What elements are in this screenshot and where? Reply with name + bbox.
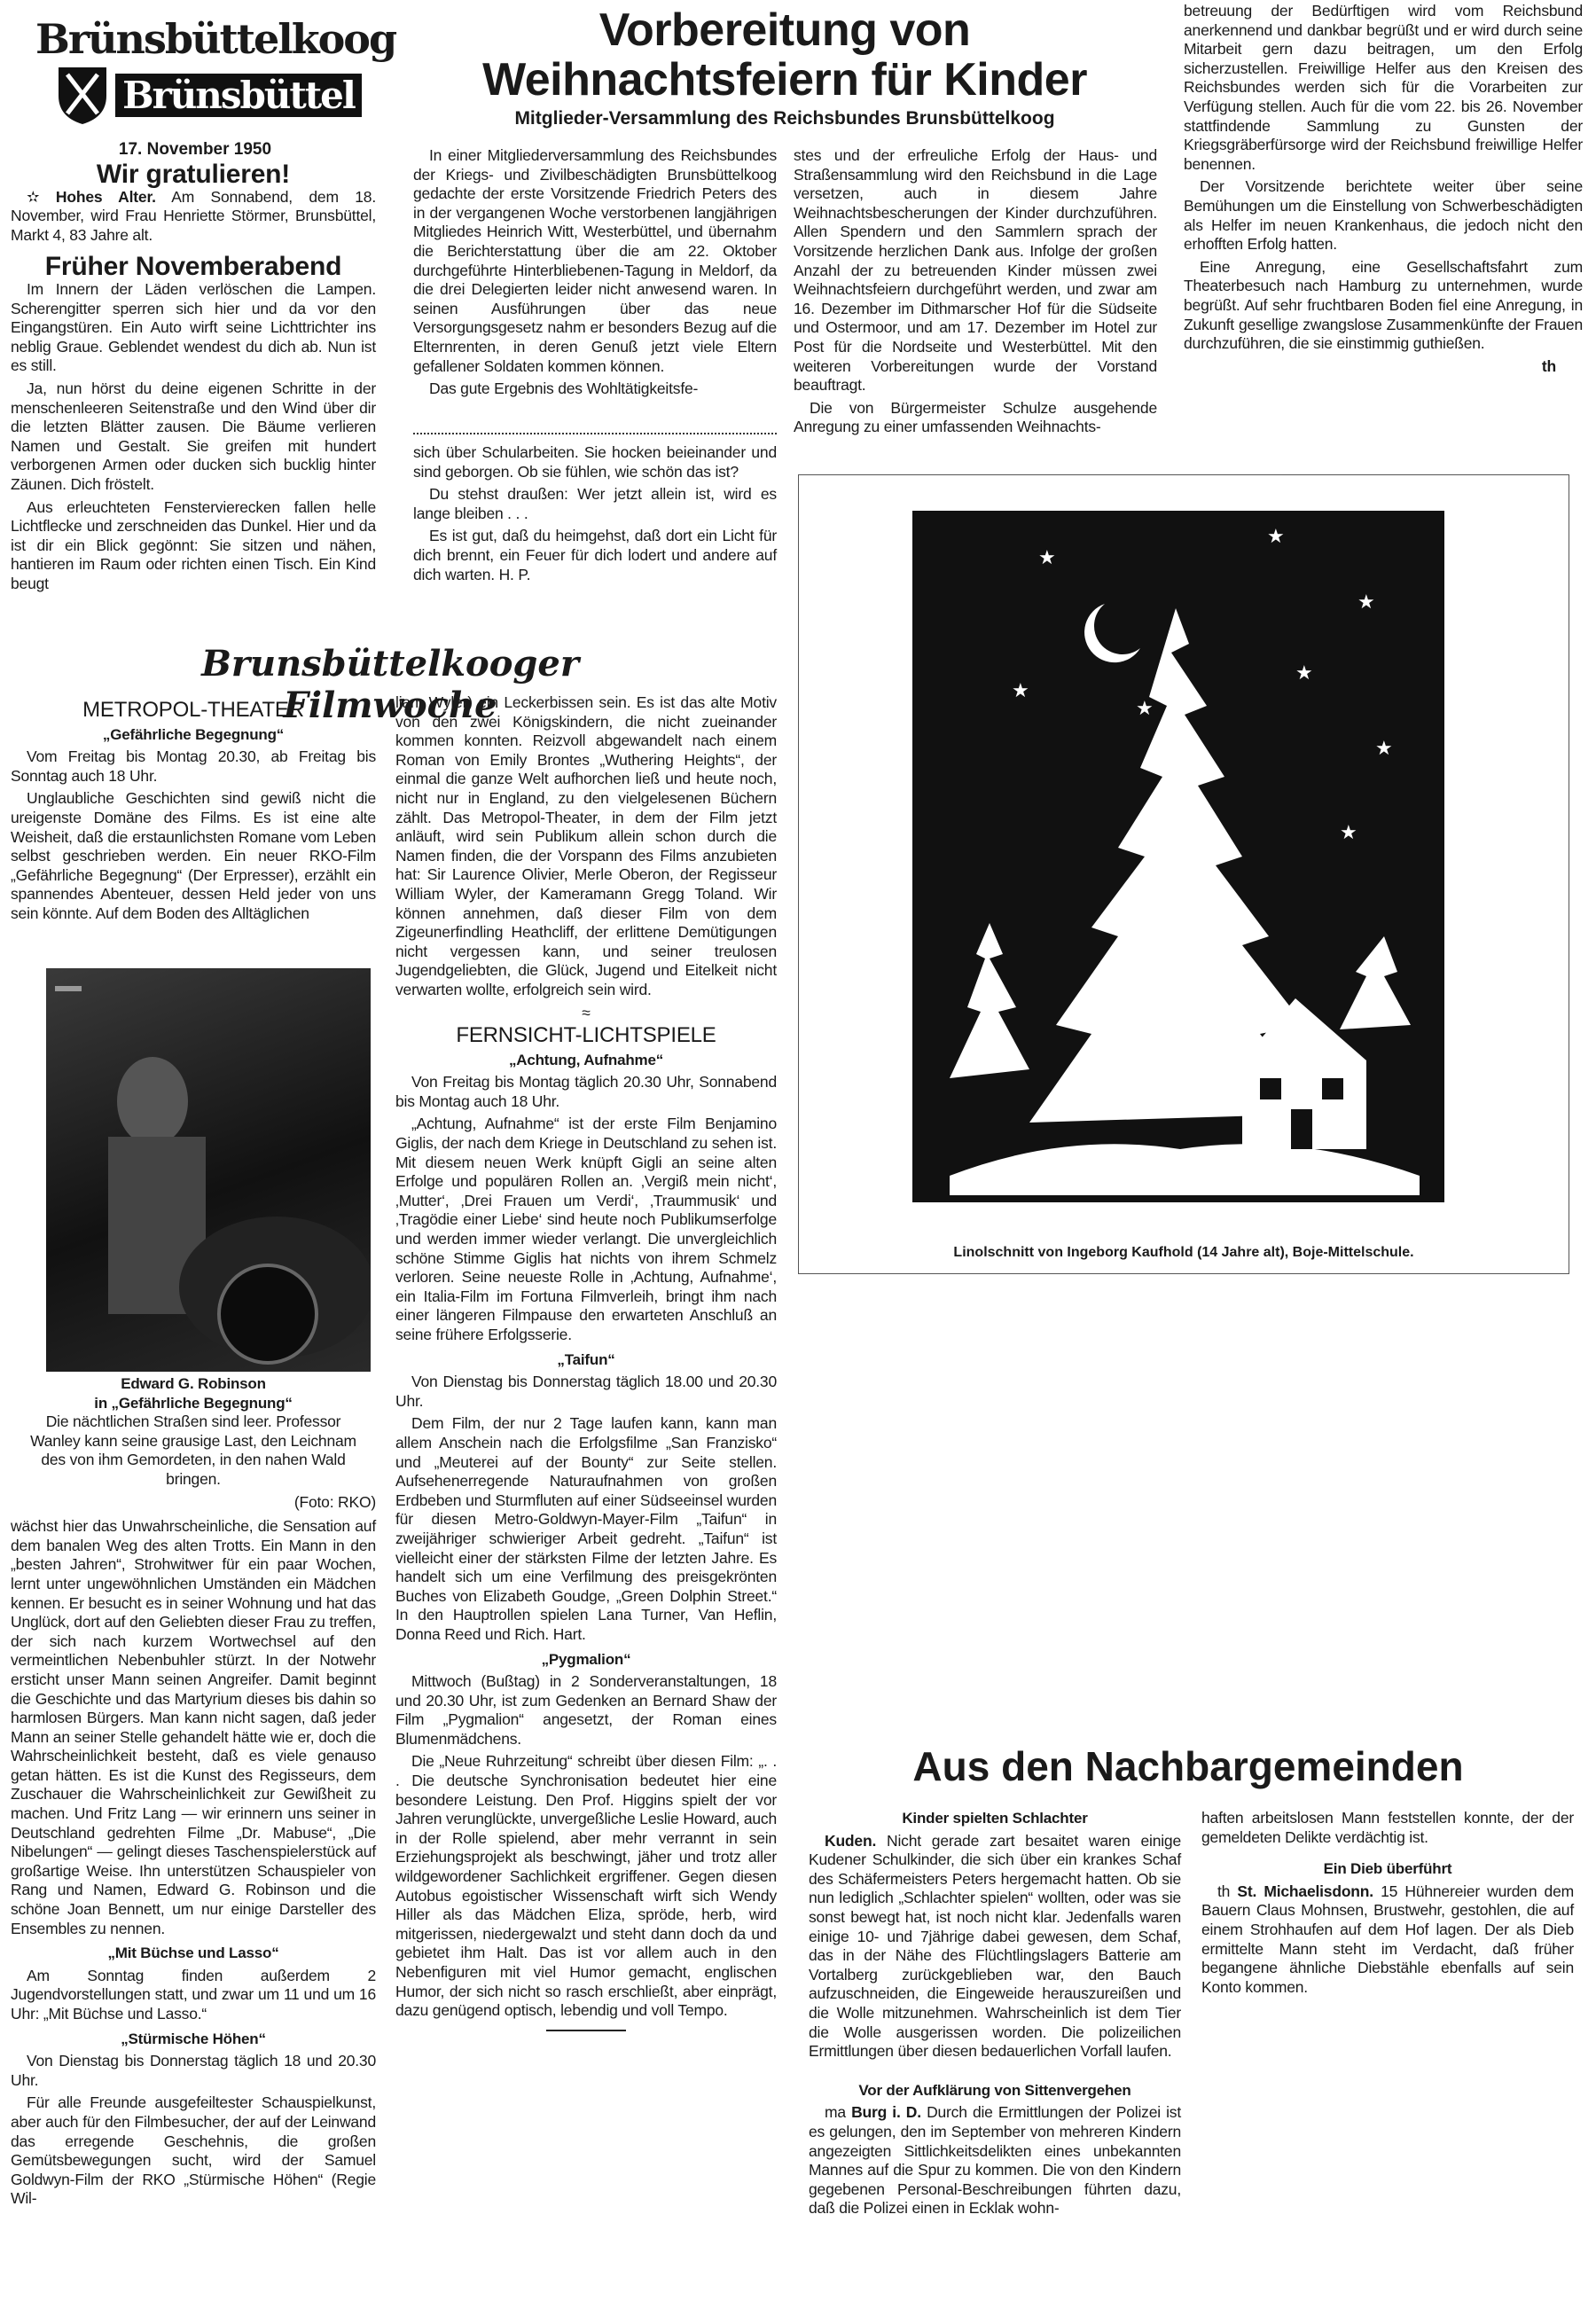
november-heading: Früher Novemberabend (44, 252, 342, 282)
svg-text:★: ★ (1340, 822, 1357, 844)
story-lead: St. Michaelisdonn. (1237, 1882, 1373, 1900)
gratulation-heading: Wir gratulieren! (96, 160, 291, 189)
story-heading: Ein Dieb überführt (1323, 1860, 1452, 1878)
masthead-line2: Brünsbüttel (115, 74, 362, 117)
paragraph: Mittwoch (Bußtag) in 2 Sonderveranstaltungen, 18 und 20.30 Uhr, ist zum Gedenken an Bernard Shaw der Film „Pygmalion“ angesetzt, der Roman eines Blumenmädchens. (395, 1672, 777, 1748)
svg-text:★: ★ (1136, 698, 1154, 720)
author-signature: th (1541, 356, 1556, 375)
story-heading: Vor der Aufklärung von Sittenvergehen (858, 2081, 1131, 2099)
weihnacht-col2 (794, 146, 1157, 441)
story-text: haften arbeitslosen Mann feststellen konnte, der der gemeldeten Delikte verdächtig ist. (1201, 1809, 1574, 1846)
masthead-logo (35, 15, 396, 131)
headline-line2: Weihnachtsfeiern für Kinder (482, 54, 1087, 106)
paragraph: „Achtung, Aufnahme“ ist der erste Film Benjamino Giglis, der nach dem Kriege in Deutschland zu sehen ist. Mit diesem neuen Werk knüpft Gigli an seine alten Erfolge und populären Rollen an. ‚Vergiß mein nicht‘, ‚Mutter‘, ‚Drei Frauen um Verdi‘, ‚Traummusik‘ und ‚Tragödie einer Liebe‘ sind heute noch Publikumserfolge und werden immer wieder verlangt. Die unvergleichlich schöne Stimme Giglis hat nichts von ihrem Schmelz verloren. Seine neueste Rolle in ‚Achtung, Aufnahme‘, ein Italia-Film im Fortuna Filmverleih, bringt ihm nach einer längeren Filmpause den erwarteten Anschluß an seine frühere Erfolgsserie. (395, 1115, 777, 1343)
gratulation-text (11, 188, 376, 246)
story-body: Durch die Ermittlungen der Polizei ist es gelungen, den im September von mehreren Kindern angezeigten Sittlichkeitsdelikten eines unbekannten Mannes auf die Spur zu kommen. Die von den Kindern gegebenen Personal-Beschreibungen führten dazu, daß die Polizei einen in Ecklak wohn- (809, 2103, 1181, 2218)
weihnacht-col3 (1184, 2, 1583, 376)
headline-line1: Vorbereitung von (598, 4, 971, 56)
paragraph: Aus erleuchteten Fenstervierecken fallen helle Lichtflecke und zerschneiden das Dunkel. Hier und da ist dir ein Blick gegönnt: Sie sitzen und nähen, hantieren im Raum oder richten einen Tisch. Ein Kind beugt (11, 497, 376, 592)
paragraph: Die von Bürgermeister Schulze ausgehende Anregung zu einer umfassenden Weihnachts- (794, 398, 1157, 436)
film-title: „Pygmalion“ (541, 1650, 631, 1668)
film-title: „Gefährliche Begegnung“ (102, 725, 285, 743)
photo-caption-name: Edward G. Robinson (121, 1375, 266, 1392)
svg-text:★: ★ (1357, 591, 1375, 614)
story-lead: Burg i. D. (851, 2103, 921, 2122)
coat-of-arms-icon (55, 64, 110, 126)
gratulation-body: Am Sonnabend, dem 18. November, wird Frau Henriette Störmer, Brunsbüttel, Markt 4, 83 Jahre alt. (11, 187, 376, 244)
nachbar-col1 (809, 1809, 1181, 2222)
paragraph: Du stehst draußen: Wer jetzt allein ist, wird es lange bleiben . . . (413, 485, 777, 522)
paragraph: wächst hier das Unwahrscheinliche, die Sensation auf dem banalen Weg des alten Trotts. Ein Mann in den „besten Jahren“, Strohwitwer für ein paar Wochen, lernt unter ungewöhnlichen Umständen ein Mädchen kennen. Er besucht es in seiner Wohnung und hat das Unglück, dort auf den Geliebten dieser Frau zu treffen, der sich nach kurzem Wortwechsel auf den vermeintlichen Nebenbuhler stürzt. In der Notwehr ersticht unser Mann seinen Angreifer. Damit beginnt die Geschichte und das Martyrium dieses bis dahin so harmlosen Bürgers. Man kann nicht sagen, daß jeder Mann an seiner Stelle gehandelt hätte wie er, doch die Wahrscheinlichkeit besteht, daß es viele genauso getan hätten. Es ist die Kunst des Regisseurs, dem Zuschauer die Wahrscheinlichkeit zur Gewißheit zu machen. Und Fritz Lang — wir erinnern uns seiner in Deutschland gedrehten Filme „Dr. Mabuse“, „Die Nibelungen“ — gelingt dieses Taschenspielerstück auf großartige Weise. Ihn unterstützen Schauspieler von Rang und Namen, Edward G. Robinson und die schöne Joan Bennett, um nur einige Darsteller des Ensembles zu nennen. (11, 1517, 376, 1937)
paragraph: Im Innern der Läden verlöschen die Lampen. Scherengitter sperren sich hier und da vor den Eingangstüren. Ein Auto wirft seine Lichttrichter ins neblig Graue. Geblendet wendest du dich ab. Nun ist es still. (11, 279, 376, 375)
paragraph: Dem Film, der nur 2 Tage laufen kann, kann man allem Anschein nach die Erfolgsfilme „San Franzisko“ und „Meuterei auf der Bounty“ zur Seite stellen. Aufsehenerregende Naturaufnahmen von großen Erdbeben und Sturmfluten auf einer Südseeinsel wurden für diesen Metro-Goldwyn-Mayer-Film „Taifun“ in zweijähriger schwieriger Arbeit gedreht. „Taifun“ ist vielleicht einer der stärksten Filme der letzten Jahre. Es handelt sich um eine Verfilmung des preisgekrönten Buches von Elizabeth Goudge, „Green Dolphin Street.“ In den Hauptrollen spielen Lana Turner, Van Heflin, Donna Reed und Rich. Hart. (395, 1414, 777, 1643)
nachbar-col2 (1201, 1809, 1574, 2000)
metropol-column-2 (11, 1374, 376, 2212)
story-text (1201, 1882, 1574, 1998)
story-body: 15 Hühnereier wurden dem Bauern Claus Mohnsen, Brustwehr, gestohlen, die auf einem Strohhaufen auf dem Hof lagen. Der als Dieb ermittelte Mann steht im Verdacht, daß früher begangene ähnliche Diebstähle ebenfalls auf sein Konto kommen. (1201, 1882, 1574, 1996)
paragraph: liam Wyler) ein Leckerbissen sein. Es ist das alte Motiv von den zwei Königskindern, die nicht zueinander kommen konnten. Reizvoll abgewandelt nach einem Roman von Emily Brontes „Wuthering Heights“, der einmal die ganze Welt aufhorchen ließ und heute noch, nicht nur in England, zu den vielgelesenen Büchern zählt. Das Metropol-Theater, in dem der Film jetzt anläuft, wird sein Publikum allein schon durch die Namen finden, die der Vorspann des Films anzubieten hat: Sir Laurence Olivier, Merle Oberon, der Regisseur William Wyler, der Kameramann Gregg Toland. Wir können annehmen, daß dieser Film von dem Zigeunerfindling Heathcliff, der erlittene Demütigungen nicht vergessen kann, und seiner treulosen Jugendgeliebten, die Glück, Jugend und Eitelkeit nicht verwarten wollte, erfolgreich sein wird. (395, 693, 777, 998)
dotted-divider (413, 433, 777, 434)
paragraph: Eine Anregung, eine Gesellschaftsfahrt zum Theaterbesuch nach Hamburg zu unternehmen, wurde begrüßt. Auf sehr fruchtbaren Boden fiel eine Anregung, in Zukunft gesellige zwangslose Zusammenkünfte der Frauen durchzuführen, die sie einstimmig guthießen. (1184, 257, 1583, 353)
nachbar-heading: Aus den Nachbargemeinden (912, 1743, 1464, 1789)
paragraph: sich über Schularbeiten. Sie hocken beieinander und sind geborgen. Ob sie fühlen, wie schön das ist? (413, 443, 777, 481)
paragraph: Für alle Freunde ausgefeiltester Schauspielkunst, aber auch für den Filmbesucher, der auf der Leinwand das erregende Geschehnis, die großen Gemütsbewegungen sucht, wird der Samuel Goldwyn-Film der RKO „Stürmische Höhen“ (Regie Wil- (11, 2093, 376, 2208)
fernsicht-column (395, 693, 777, 2031)
story-body: Nicht gerade zart besaitet waren einige Kudener Schulkinder, die sich über ein krankes Schaf des Schäfermeisters Peters hergemacht hatten. Ob sie nun lediglich „Schlachter spielen“ wollten, oder was sie sonst bewegt hat, ist noch nicht klar. Jedenfalls waren einige 10- und 7jährige dabei gewesen, dem Schaf, das in der Nähe des Flüchtlingslagers Batterie am Vortalberg zurückgeblieben war, den Bauch aufzuschneiden, die Eingeweide herauszureißen und die Wolle mitzunehmen. Wahrscheinlich ist dem Tier die Wolle ausgerissen worden. Die polizeilichen Ermittlungen über diesen bedauerlichen Vorfall laufen. (809, 1831, 1181, 2061)
svg-text:★: ★ (1012, 680, 1029, 702)
paragraph: Von Freitag bis Montag täglich 20.30 Uhr, Sonnabend bis Montag auch 18 Uhr. (395, 1073, 777, 1110)
paragraph: In einer Mitgliederversammlung des Reichsbundes der Kriegs- und Zivilbeschädigten Brunsbüttelkoog gedachte der erste Vorsitzende Friedrich Peters des in der vergangenen Woche verstorbenen langjährigen Mitgliedes Heinrich Witt, Westerbüttel, und übernahm die Berichterstattung über die am 22. Oktober durchgeführte Hinterbliebenen-Tagung in Meldorf, da die drei Delegierten leider nicht anwesend waren. In seinen Ausführungen über das neue Versorgungsgesetz nahm er besonders Bezug auf die Elternrenten, in deren Genuß jetzt viele Eltern gefallener Soldaten kommen können. (413, 146, 777, 375)
paragraph: Unglaubliche Geschichten sind gewiß nicht die ureigenste Domäne des Films. Es ist eine alte Weisheit, daß die erstaunlichsten Romane vom Leben selbst geschrieben werden. Ein neuer RKO-Film „Gefährliche Begegnung“ (Der Erpresser), erzählt ein spannendes Abenteuer, dessen Held jeder von uns sein könnte. Auf dem Boden des Alltäglichen (11, 789, 376, 922)
paragraph: Es ist gut, daß du heimgehst, daß dort ein Licht für dich brennt, ein Feuer für dich lodert und andere auf dich warten. H. P. (413, 527, 777, 583)
paragraph: Der Vorsitzende berichtete weiter über seine Bemühungen um die Einstellung von Schwerbeschädigten als Helfer im neuen Krankenhaus, die jedoch nicht den erhofften Erfolg hatten. (1184, 177, 1583, 254)
gratulation-lead: ✫ Hohes Alter. (27, 187, 156, 206)
film-still-photo (46, 968, 371, 1372)
film-title: „Achtung, Aufnahme“ (508, 1051, 664, 1068)
svg-text:★: ★ (1295, 662, 1313, 685)
story-text (809, 1832, 1181, 2062)
paragraph: stes und der erfreuliche Erfolg der Haus- und Straßensammlung wird den Reichsbund in die Lage versetzen, auch in diesem Jahre Weihnachtsbescherungen der Kinder durchzuführen. Allen Spendern und den Sammlern sprach der Vorsitzende herzlichen Dank aus. Infolge der großen Anzahl der zu betreuenden Kinder müssen zwei Weihnachtsfeiern durchgeführt werden, und zwar am 16. Dezember im Dithmarscher Hof für die Südseite und Ostermoor, und am 17. Dezember im Hotel zur Post für die Nordseite und Westerbüttel. Mit den weiteren Vorbereitungen wurde der Vorstand beauftragt. (794, 146, 1157, 395)
photo-caption-film: in „Gefährliche Begegnung“ (94, 1394, 293, 1412)
linocut-illustration (798, 474, 1569, 1274)
metropol-heading: METROPOL-THEATER (82, 698, 304, 722)
story-prefix: th (1217, 1882, 1238, 1900)
end-rule (546, 2030, 626, 2031)
photo-credit: (Foto: RKO) (293, 1492, 376, 1511)
svg-text:★: ★ (1267, 526, 1285, 548)
metropol-column (11, 700, 376, 927)
paragraph: betreuung der Bedürftigen wird vom Reichsbund anerkennend und dankbar begrüßt und er wird durch seine Mitarbeit gern dazu beitragen, um den Erfolg sicherzustellen. Freiwillige Helfer aus den Kreisen des Reichsbundes werden sich für die Vorarbeiten zur Verfügung stellen. Auch für die vom 22. bis 26. November stattfindende Sammlung zu Gunsten der Kriegsgräberfürsorge wird der Reichsbund freiwillige Helfer benennen. (1184, 2, 1583, 173)
svg-text:★: ★ (1375, 738, 1393, 760)
masthead-line1: Brünsbüttelkoog (35, 15, 396, 63)
paragraph: Die „Neue Ruhrzeitung“ schreibt über diesen Film: „. . . Die deutsche Synchronisation bedeutet hier eine besondere Leistung. Den Prof. Higgins spielt der vor Jahren verunglückte, unvergeßliche Leslie Howard, auch in der Rolle spielend, aber mehr verrannt in sein Erziehungsprojekt als beschwingt, jäher und trotz aller wildgewordener Sachlichkeit ergriffener. Gegen diesen Autobus egoistischer Wissenschaft wirft sich Wendy Hiller als das Mädchen Eliza, spröde, herb, wird mitgerissen, niedergewalzt und steht dann doch da und gebietet ihm Halt. Das ist vor allem auch in den Nebenfiguren mit viel Humor gemacht, englischen Humor, der sich nicht so rasch erschließt, aber einprägt, dazu genügend optisch, lebendig und voll Tempo. (395, 1752, 777, 2020)
paragraph: Das gute Ergebnis des Wohltätigkeitsfe- (429, 379, 699, 398)
svg-text:★: ★ (1038, 547, 1056, 569)
subheadline: Mitglieder-Versammlung des Reichsbundes Brunsbüttelkoog (514, 108, 1055, 129)
november-continuation (413, 443, 777, 588)
paragraph: Von Dienstag bis Donnerstag täglich 18.00 und 20.30 Uhr. (395, 1373, 777, 1410)
story-prefix: ma (825, 2103, 852, 2122)
film-title: „Taifun“ (557, 1350, 615, 1368)
story-lead: Kuden. (825, 1831, 877, 1850)
photo-figure (46, 968, 371, 1372)
weihnacht-col1 (413, 146, 777, 403)
filmwoche-heading: Brunsbüttelkooger Filmwoche (201, 643, 579, 726)
story-text (809, 2103, 1181, 2218)
story-heading: Kinder spielten Schlachter (902, 1810, 1088, 1827)
illustration-caption: Linolschnitt von Ingeborg Kaufhold (14 Jahre alt), Boje-Mittelschule. (953, 1245, 1414, 1260)
christmas-tree-linocut (799, 475, 1569, 1247)
ornament-divider: ≈ (582, 1003, 591, 1021)
film-title: „Mit Büchse und Lasso“ (107, 1944, 279, 1962)
headline (399, 5, 1170, 105)
left-column-top (11, 160, 376, 597)
issue-date: 17. November 1950 (118, 140, 272, 159)
paragraph: Von Dienstag bis Donnerstag täglich 18 und 20.30 Uhr. (11, 2052, 376, 2089)
photo-caption-text: Die nächtlichen Straßen sind leer. Professor Wanley kann seine grausige Last, den Leichnam des von ihm Gemordeten, in den nahen Wald bringen. (30, 1412, 356, 1488)
fernsicht-heading: FERNSICHT-LICHTSPIELE (456, 1023, 716, 1048)
paragraph: Am Sonntag finden außerdem 2 Jugendvorstellungen statt, und zwar um 11 und um 16 Uhr: „Mit Büchse und Lasso.“ (11, 1966, 376, 2023)
film-title: „Stürmische Höhen“ (121, 2030, 266, 2047)
paragraph: Ja, nun hörst du deine eigenen Schritte in der menschenleeren Seitenstraße und den Wind über dir die letzten Blätter zausen. Die Bäume verlieren Namen und Gestalt. Sie greifen mit hundert verborgenen Armen oder ducken sich bucklig hinter Zäunen. Dich fröstelt. (11, 379, 376, 493)
paragraph: Vom Freitag bis Montag 20.30, ab Freitag bis Sonntag auch 18 Uhr. (11, 747, 376, 785)
